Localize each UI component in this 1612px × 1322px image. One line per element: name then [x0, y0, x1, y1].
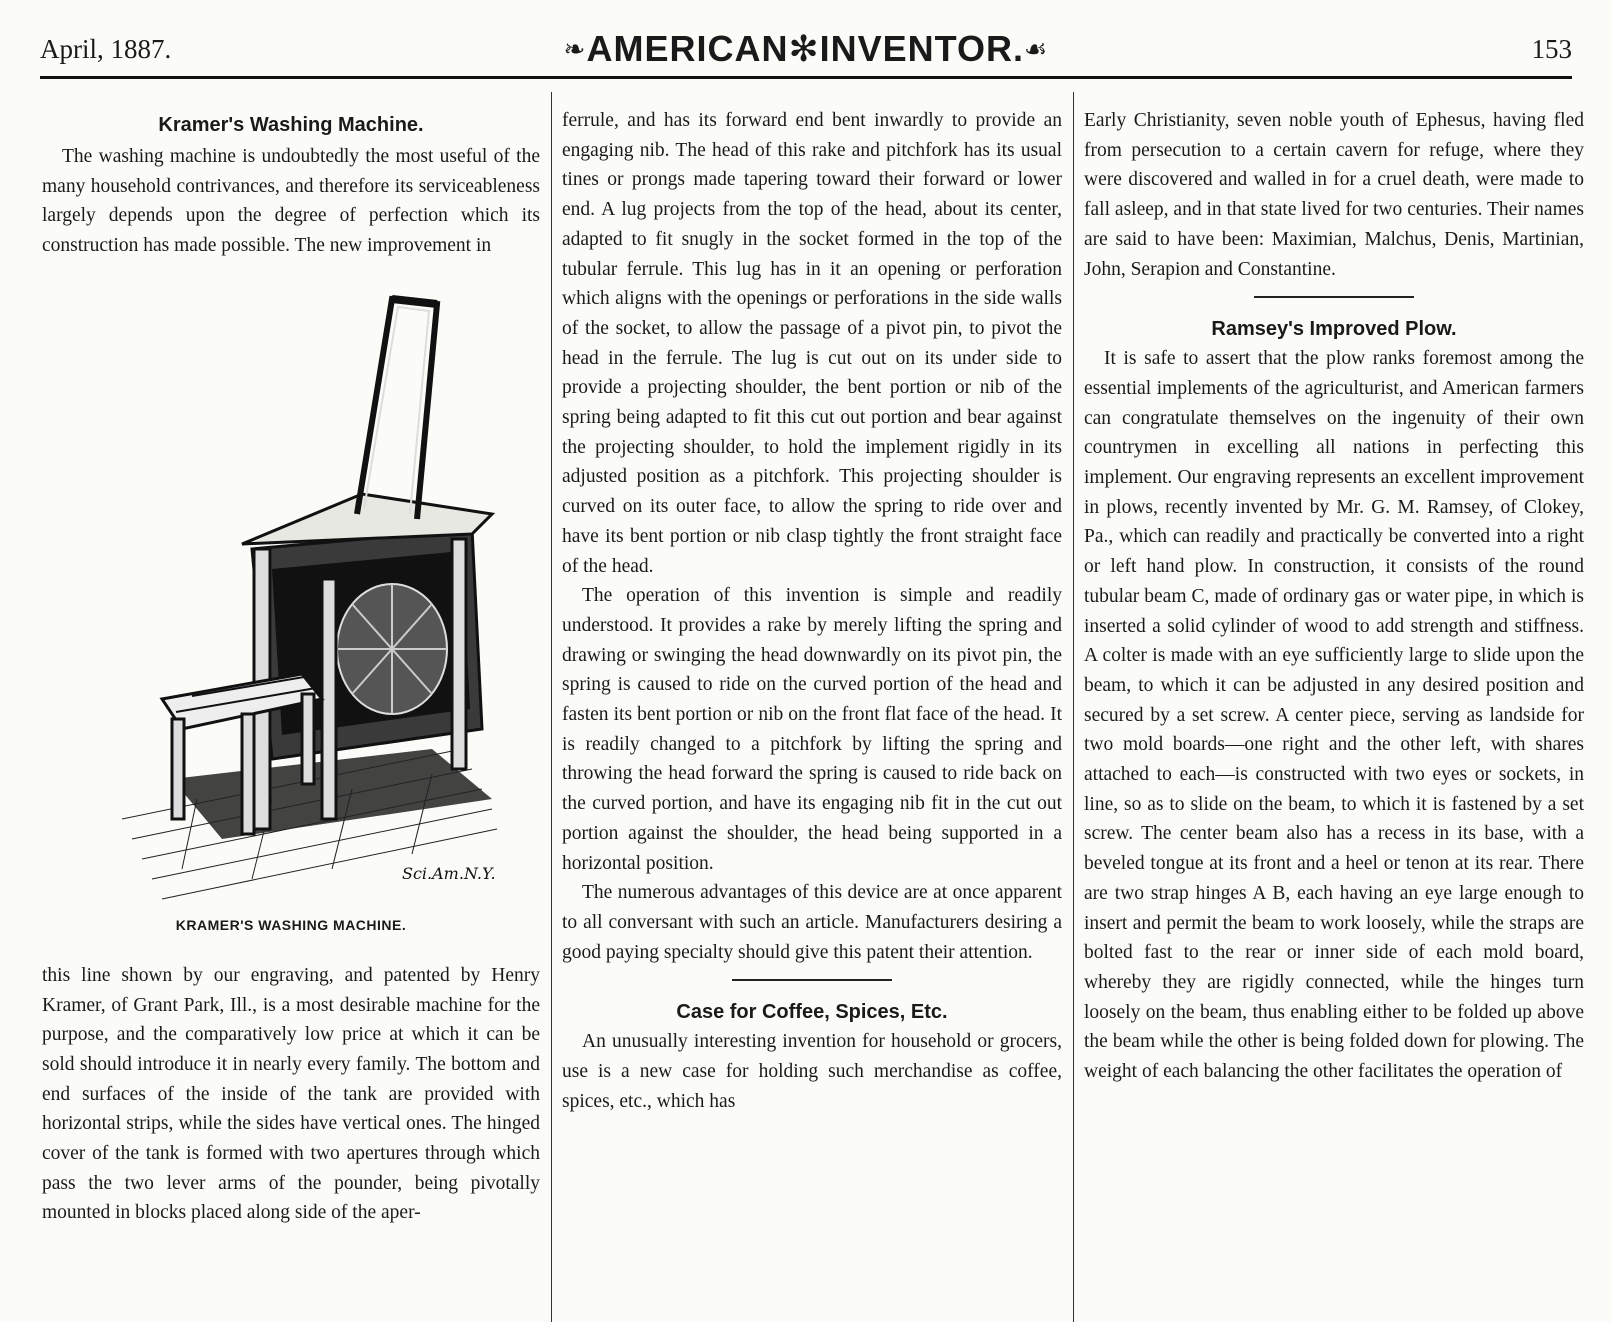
section-divider: [732, 979, 892, 981]
article-paragraph: Early Christianity, seven noble youth of Ephesus, having fled from persecution to a certain cavern for refuge, where they were discovered and walled in for a cruel death, were made to fall asleep, and in that state lived for two centuries. Their names are said to have been: Maximian, Malchus, Denis, Martinian, John, Serapion and Constantine.: [1084, 110, 1584, 280]
issue-date: April, 1887.: [40, 34, 172, 64]
article-paragraph: ferrule, and has its forward end bent inwardly to provide an engaging nib. The head of this rake and pitchfork has its usual tines or prongs made tapering toward their forward or lower end. A lug projects from the top of the head, about its center, adapted to fit snugly in the socket formed in the top of the tubular ferrule. This lug has in it an opening or perforation which aligns with the openings or perforations in the side walls of the socket, to allow the passage of a pivot pin, to pivot the head in the ferrule. The lug is cut out on its under side to provide a projecting shoulder, the bent portion or nib of the spring being adapted to fit this cut out portion and bear against the projecting shoulder, to hold the implement rigidly in its adjusted position as a pitchfork. This projecting shoulder is curved on its outer face, to allow the spring to ride over and have its bent portion or nib clasp tightly the front straight face of the head.: [562, 110, 1062, 577]
masthead: [40, 24, 1572, 79]
article-heading-coffee-case: Case for Coffee, Spices, Etc.: [676, 1001, 948, 1024]
article-paragraph: The washing machine is undoubtedly the most useful of the many household contrivances, and therefore its serviceableness largely depends upon the degree of perfection which its construction has made possible. The new improvement in: [42, 146, 540, 257]
figure-caption: KRAMER'S WASHING MACHINE.: [175, 916, 407, 933]
article-paragraph: The numerous advantages of this device are at once apparent to all conversant with such an article. Manufacturers desiring a good paying specialty should give this patent their attention.: [562, 882, 1062, 963]
publication-title: [40, 28, 1572, 70]
column-2: [562, 106, 1062, 1322]
washing-machine-engraving: [102, 279, 502, 919]
article-paragraph: The operation of this invention is simple and readily understood. It provides a rake by merely lifting the spring and drawing or swinging the head downwardly on its pivot pin, the spring is caused to ride on the curved portion of the head and fasten its bent portion or nib on the front flat face of the head. It is readily changed to a pitchfork by lifting the spring and throwing the head forward the spring is caused to ride back on the curved portion, and have its engaging nib fit in the cut out portion against the shoulder, the head being supported in a horizontal position.: [562, 585, 1062, 874]
publication-title-text: AMERICAN✻INVENTOR.: [586, 28, 1024, 69]
section-divider: [1254, 296, 1414, 298]
column-rule: [551, 92, 552, 1322]
article-paragraph: An unusually interesting invention for household or grocers, use is a new case for holding such merchandise as coffee, spices, etc., which has: [562, 1031, 1062, 1112]
article-heading-plow: Ramsey's Improved Plow.: [1211, 318, 1457, 341]
article-paragraph: this line shown by our engraving, and patented by Henry Kramer, of Grant Park, Ill., is a most desirable machine for the purpose, and the comparatively low price at which it can be sold should introduce it in nearly every family. The bottom and end surfaces of the inside of the tank are provided with horizontal strips, while the sides have vertical ones. The hinged cover of the tank is formed with two apertures through which pass the two lever arms of the pounder, being pivotally mounted in blocks placed along side of the aper-: [42, 964, 540, 1224]
figure-washing-machine: [42, 261, 540, 961]
ornament-left-icon: ❧: [563, 34, 587, 64]
article-heading-washing-machine: Kramer's Washing Machine.: [158, 114, 424, 136]
article-paragraph: It is safe to assert that the plow ranks foremost among the essential implements of the agriculturist, and American farmers can congratulate themselves on the ingenuity of their own countrymen in excelling all nations in perfecting this implement. Our engraving represents an excellent improvement in plows, recently invented by Mr. G. M. Ramsey, of Clokey, Pa., which can readily and practically be converted into a right or left hand plow. In construction, it consists of the round tubular beam C, made of ordinary gas or water pipe, in which is inserted a solid cylinder of wood to add strength and stiffness. A colter is made with an eye sufficiently large to slide upon the beam, to which it can be adjusted in any desired position and secured by a set screw. A center piece, serving as landside for two mold boards—one right and the other left, with shares attached to each—is constructed with two eyes or sockets, in line, so as to slide on the beam, to which it is fastened by a set screw. The center beam also has a recess in its base, with a beveled tongue at its front and a heel or tenon at its rear. There are two strap hinges A B, each having an eye large enough to insert and permit the beam to work loosely, while the straps are bolted fast to the rear or inner side of each mold board, whereby they are rigidly connected, while the hinges turn loosely on the beam, thus enabling either to be folded up above the beam while the other is being folded down for plowing. The weight of each balancing the other facilitates the operation of: [1084, 348, 1584, 1083]
column-1: [42, 106, 540, 1322]
column-rule: [1073, 92, 1074, 1322]
column-3: [1084, 106, 1584, 1322]
ornament-right-icon: ☙: [1024, 34, 1049, 64]
engraver-signature: Sci.Am.N.Y.: [402, 863, 496, 883]
page-number: 153: [1531, 34, 1572, 64]
